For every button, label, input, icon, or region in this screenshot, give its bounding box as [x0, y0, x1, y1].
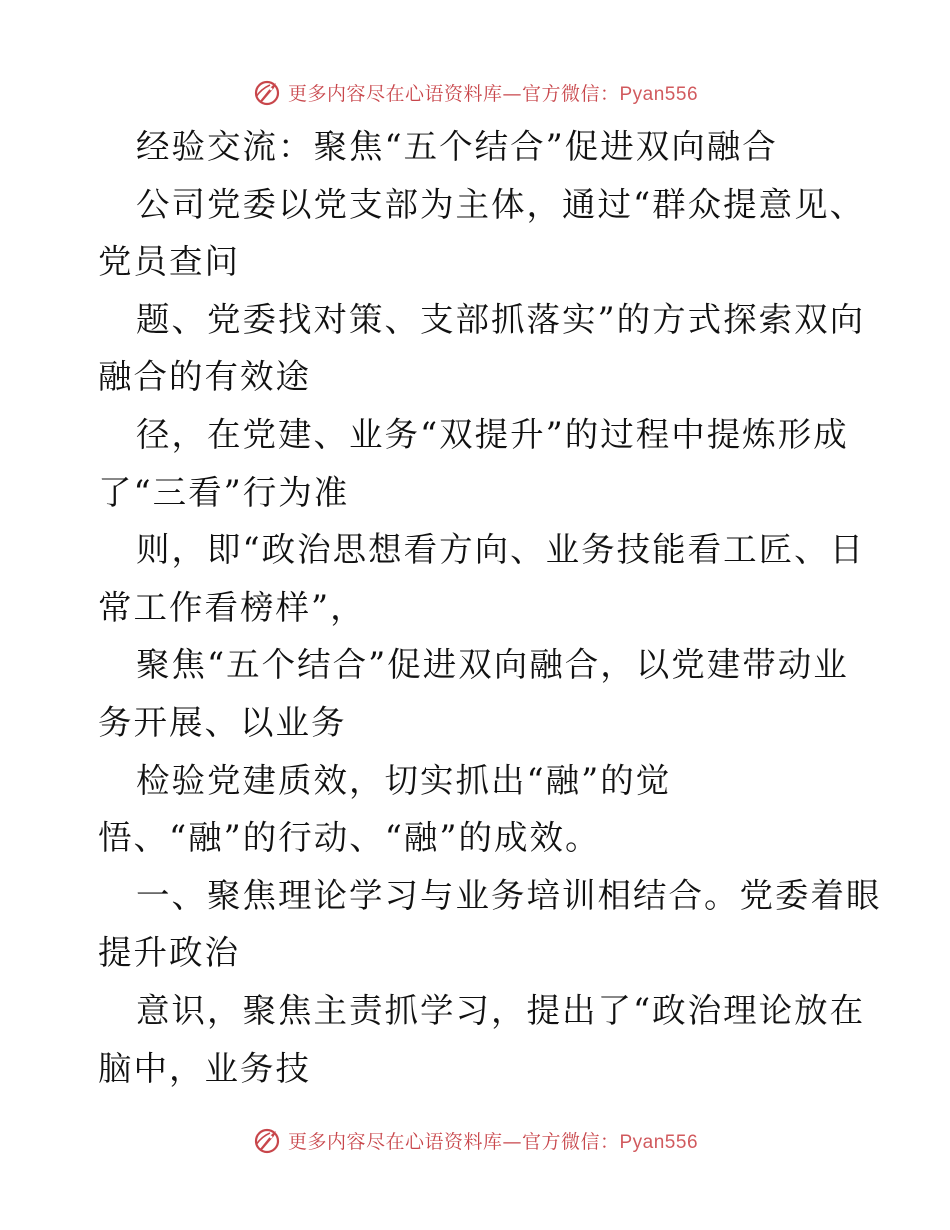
text-line: 常工作看榜样”，: [98, 587, 366, 627]
text-line: 悟、“融”的行动、“融”的成效。: [98, 818, 601, 858]
watermark-suffix: 官方微信：: [521, 1130, 620, 1153]
text-line: 提升政治: [98, 933, 240, 973]
text-line: 经验交流：聚焦“五个结合”促进双向融合: [136, 127, 778, 166]
document-body: [98, 118, 882, 1097]
watermark-prefix: 更多内容尽在心语资料库: [287, 82, 503, 105]
pen-nib-logo-icon: [252, 77, 282, 107]
text-line: 党员查问: [98, 242, 240, 282]
header-watermark: [0, 72, 950, 112]
watermark-handle: Pyan556: [619, 83, 699, 105]
text-line: 则，即“政治思想看方向、业务技能看工匠、日: [136, 530, 866, 570]
footer-watermark: [0, 1120, 950, 1160]
text-line: 意识，聚焦主责抓学习，提出了“政治理论放在: [136, 990, 866, 1030]
text-line: 务开展、以业务: [98, 702, 347, 742]
text-line: 题、党委找对策、支部抓落实”的方式探索双向: [136, 299, 866, 339]
watermark-dash: —: [502, 1130, 522, 1153]
text-line: 径，在党建、业务“双提升”的过程中提炼形成: [136, 414, 849, 454]
pen-nib-logo-icon: [252, 1125, 282, 1155]
watermark-prefix: 更多内容尽在心语资料库: [287, 1130, 503, 1153]
text-line: 融合的有效途: [98, 357, 311, 397]
watermark-suffix: 官方微信：: [521, 82, 620, 105]
text-line: 检验党建质效，切实抓出“融”的觉: [136, 760, 672, 800]
text-line: 聚焦“五个结合”促进双向融合，以党建带动业: [136, 645, 849, 685]
watermark-text: [288, 79, 698, 106]
text-line: 了“三看”行为准: [98, 472, 350, 512]
text-line: 公司党委以党支部为主体，通过“群众提意见、: [136, 184, 866, 224]
watermark-handle: Pyan556: [619, 1131, 699, 1153]
text-line: 脑中，业务技: [98, 1048, 311, 1088]
text-line: 一、聚焦理论学习与业务培训相结合。党委着眼: [136, 875, 882, 915]
watermark-text: [288, 1127, 698, 1154]
watermark-dash: —: [502, 82, 522, 105]
